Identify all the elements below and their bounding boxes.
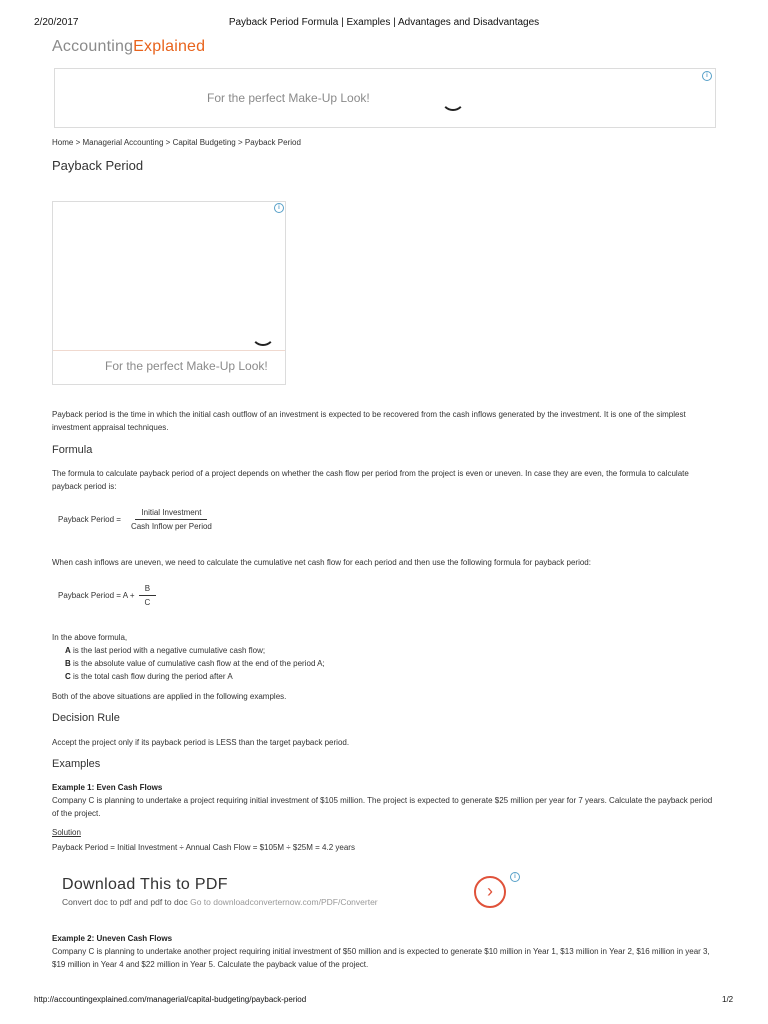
formula-uneven-fraction bbox=[139, 584, 157, 607]
square-ad[interactable] bbox=[52, 201, 286, 385]
loading-spinner-icon bbox=[441, 87, 465, 111]
square-ad-text[interactable]: For the perfect Make-Up Look! bbox=[105, 359, 268, 373]
example1-heading: Example 1: Even Cash Flows bbox=[52, 783, 163, 792]
var-text: is the last period with a negative cumulative cash flow; bbox=[73, 646, 266, 655]
loading-spinner-icon bbox=[251, 322, 275, 346]
breadcrumb-sep: > bbox=[165, 138, 171, 147]
in-above-text: In the above formula, bbox=[52, 633, 128, 642]
formula-even-denominator: Cash Inflow per Period bbox=[130, 522, 212, 531]
example1-solution: Payback Period = Initial Investment ÷ Annual Cash Flow = $105M ÷ $25M = 4.2 years bbox=[52, 843, 355, 852]
logo-part2: Explained bbox=[133, 38, 206, 55]
var-text: is the total cash flow during the period after A bbox=[73, 672, 233, 681]
page-title: Payback Period bbox=[52, 158, 144, 173]
examples-heading: Examples bbox=[52, 758, 101, 770]
breadcrumb-sep: > bbox=[237, 138, 243, 147]
formula-intro: The formula to calculate payback period of a project depends on whether the cash flow per period from the project is even or uneven. In case they are even, the formula to calculate payback period is: bbox=[52, 469, 689, 491]
formula-uneven-denominator: C bbox=[144, 598, 151, 607]
example1-text: Company C is planning to undertake a project requiring initial investment of $105 million. The project is expected to generate $25 million per year for 7 years. Calculate the payback period of the project. bbox=[52, 796, 713, 818]
banner-ad[interactable] bbox=[54, 68, 716, 128]
both-applied-text: Both of the above situations are applied in the following examples. bbox=[52, 692, 287, 701]
list-item bbox=[65, 670, 325, 683]
var-key: A bbox=[65, 646, 71, 655]
pdf-ad-sub-text: Convert doc to pdf and pdf to doc bbox=[62, 897, 188, 907]
example2-text: Company C is planning to undertake another project requiring initial investment of $50 million and is expected to generate $10 million in Year 1, $13 million in Year 2, $16 million in year 3, $19 million in Year 4 and $22 million in Year 5. Calculate the payback value of the project. bbox=[52, 947, 710, 969]
ad-info-icon[interactable]: i bbox=[702, 71, 712, 81]
print-date: 2/20/2017 bbox=[34, 17, 79, 28]
formula-even bbox=[58, 508, 218, 531]
formula-even-lhs: Payback Period = bbox=[58, 515, 121, 524]
ad-info-icon[interactable]: i bbox=[510, 872, 520, 882]
breadcrumb-current: Payback Period bbox=[244, 138, 301, 147]
ad-divider bbox=[53, 350, 285, 351]
chevron-right-icon[interactable]: › bbox=[474, 876, 506, 908]
pdf-ad-link[interactable]: Go to downloadconverternow.com/PDF/Converter bbox=[190, 897, 378, 907]
formula-even-numerator: Initial Investment bbox=[135, 508, 207, 520]
formula-heading: Formula bbox=[52, 444, 93, 456]
decision-heading: Decision Rule bbox=[52, 712, 120, 724]
var-key: B bbox=[65, 659, 71, 668]
breadcrumb-home[interactable]: Home bbox=[52, 138, 74, 147]
breadcrumb-sep: > bbox=[75, 138, 81, 147]
banner-ad-text[interactable]: For the perfect Make-Up Look! bbox=[207, 91, 370, 105]
uneven-intro: When cash inflows are uneven, we need to calculate the cumulative net cash flow for each period and then use the following formula for payback period: bbox=[52, 558, 591, 567]
breadcrumb-capital-budgeting[interactable]: Capital Budgeting bbox=[172, 138, 236, 147]
site-logo[interactable] bbox=[52, 38, 205, 56]
example2-heading: Example 2: Uneven Cash Flows bbox=[52, 934, 173, 943]
breadcrumb bbox=[52, 138, 301, 147]
list-item bbox=[65, 657, 325, 670]
formula-uneven-lhs: Payback Period = A + bbox=[58, 591, 135, 600]
footer-url: http://accountingexplained.com/managerial/capital-budgeting/payback-period bbox=[34, 995, 307, 1004]
footer-page-number: 1/2 bbox=[722, 995, 734, 1004]
example1-solution-label: Solution bbox=[52, 828, 81, 837]
logo-part1: Accounting bbox=[52, 38, 134, 55]
formula-uneven-numerator: B bbox=[139, 584, 156, 596]
intro-paragraph: Payback period is the time in which the initial cash outflow of an investment is expected to be recovered from the cash inflows generated by the investment. It is one of the simplest investment appraisal techniques. bbox=[52, 410, 686, 432]
var-key: C bbox=[65, 672, 71, 681]
pdf-ad[interactable] bbox=[52, 868, 522, 918]
formula-uneven bbox=[58, 584, 156, 607]
pdf-ad-subtitle[interactable] bbox=[62, 897, 378, 907]
pdf-ad-title[interactable]: Download This to PDF bbox=[62, 876, 228, 893]
variables-list bbox=[65, 644, 325, 683]
list-item bbox=[65, 644, 325, 657]
formula-even-fraction bbox=[125, 508, 218, 531]
print-title: Payback Period Formula | Examples | Advantages and Disadvantages bbox=[228, 17, 540, 28]
breadcrumb-managerial[interactable]: Managerial Accounting bbox=[82, 138, 164, 147]
ad-info-icon[interactable]: i bbox=[274, 203, 284, 213]
var-text: is the absolute value of cumulative cash flow at the end of the period A; bbox=[73, 659, 325, 668]
decision-text: Accept the project only if its payback period is LESS than the target payback period. bbox=[52, 738, 350, 747]
